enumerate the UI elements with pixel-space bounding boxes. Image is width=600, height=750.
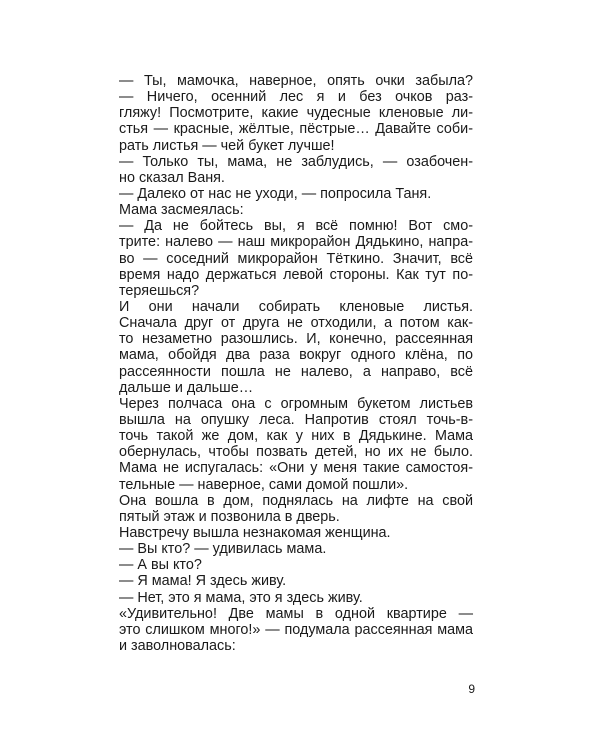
text-line: тельные — наверное, сами домой пошли». (119, 476, 409, 493)
text-line: время надо держаться левой стороны. Как тут по- (119, 266, 473, 283)
story-text (119, 73, 473, 654)
text-line: — Ты, мамочка, наверное, опять очки забыла? (119, 73, 473, 89)
text-line: — Вы кто? — удивилась мама. (119, 541, 327, 558)
text-line: — А вы кто? (119, 557, 202, 574)
text-line: во — соседний микрорайон Тёткино. Значит, всё (119, 250, 473, 267)
page-number: 9 (468, 682, 475, 696)
text-line: пятый этаж и позвонила в дверь. (119, 508, 340, 525)
text-line: стья — красные, жёлтые, пёстрые… Давайте соби- (119, 121, 473, 138)
text-line: и заволновалась: (119, 637, 236, 654)
text-line: рассеянности пошла не налево, а направо, всё (119, 363, 473, 380)
text-line: Мама засмеялась: (119, 202, 244, 219)
text-line: то незаметно разошлись. И, конечно, рассеянная (119, 331, 473, 348)
text-line: Мама не испугалась: «Они у меня такие самостоя- (119, 460, 473, 477)
text-line: но сказал Ваня. (119, 169, 225, 186)
text-line: — Я мама! Я здесь живу. (119, 573, 287, 590)
text-line: Навстречу вышла незнакомая женщина. (119, 524, 391, 541)
text-line: точь такой же дом, как у них в Дядькине. Мама (119, 428, 473, 445)
text-line: дальше и дальше… (119, 379, 254, 396)
text-line: Она вошла в дом, поднялась на лифте на свой (119, 492, 473, 509)
text-line: вышла на опушку леса. Напротив стоял точь-в- (119, 411, 473, 428)
text-line: трите: налево — наш микрорайон Дядькино, напра- (119, 234, 473, 251)
text-line: «Удивительно! Две мамы в одной квартире — (119, 605, 473, 622)
text-line: — Только ты, мама, не заблудись, — озабочен- (119, 153, 473, 170)
text-line: рать листья — чей букет лучше! (119, 137, 335, 154)
text-line: теряешься? (119, 282, 200, 299)
text-line: Сначала друг от друга не отходили, а потом как- (119, 315, 473, 332)
text-line: — Нет, это я мама, это я здесь живу. (119, 589, 363, 606)
text-line: И они начали собирать кленовые листья. (119, 298, 473, 315)
text-line: это слишком много!» — подумала рассеянная мама (119, 621, 473, 638)
text-line: гляжу! Посмотрите, какие чудесные кленовые ли- (119, 105, 473, 122)
text-line: — Да не бойтесь вы, я всё помню! Вот смо- (119, 218, 473, 235)
text-line: Через полчаса она с огромным букетом листьев (119, 395, 473, 412)
text-line: мама, обойдя два раза вокруг одного клёна, по (119, 347, 473, 364)
text-line: — Далеко от нас не уходи, — попросила Таня. (119, 185, 432, 202)
text-line: — Ничего, осенний лес я и без очков раз- (119, 89, 473, 106)
text-line: обернулась, чтобы позвать детей, но их не было. (119, 444, 473, 461)
